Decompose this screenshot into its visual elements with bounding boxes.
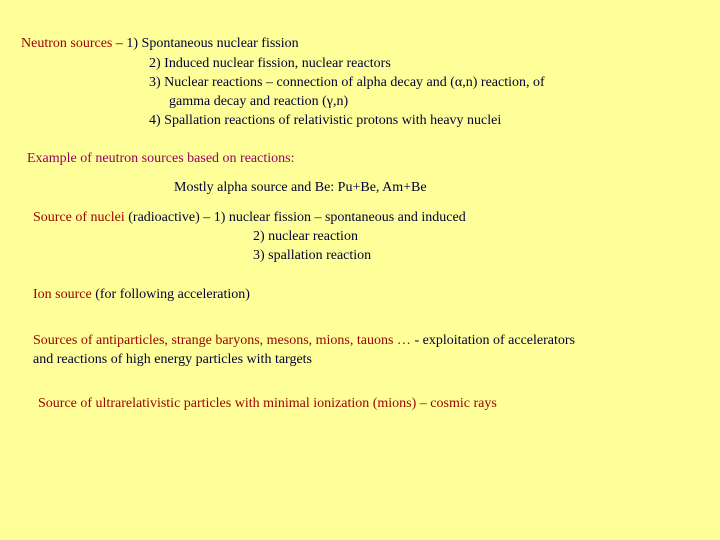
nuclei-item-3: 3) spallation reaction — [253, 248, 372, 263]
ion-source-heading: Ion source — [33, 287, 92, 302]
neutron-sources-line-1: Neutron sources – 1) Spontaneous nuclear fission — [21, 36, 299, 51]
cosmic-rays-line: Source of ultrarelativistic particles with minimal ionization (mions) – cosmic rays — [38, 396, 497, 411]
neutron-item-3-cont: gamma decay and reaction (γ,n) — [169, 94, 349, 109]
example-detail: Mostly alpha source and Be: Pu+Be, Am+Be — [174, 180, 427, 195]
neutron-item-2: 2) Induced nuclear fission, nuclear reactors — [149, 56, 391, 71]
nuclei-line-1: Source of nuclei (radioactive) – 1) nuclear fission – spontaneous and induced — [33, 210, 466, 225]
example-heading: Example of neutron sources based on reactions: — [27, 151, 295, 166]
neutron-sources-heading: Neutron sources — [21, 36, 113, 51]
antiparticles-line-2: and reactions of high energy particles with targets — [33, 352, 313, 367]
ion-source-line: Ion source (for following acceleration) — [33, 287, 250, 302]
neutron-item-3: 3) Nuclear reactions – connection of alpha decay and (α,n) reaction, of — [149, 75, 545, 90]
nuclei-heading: Source of nuclei — [33, 210, 125, 225]
neutron-item-4: 4) Spallation reactions of relativistic protons with heavy nuclei — [149, 113, 502, 128]
neutron-item-1: 1) Spontaneous nuclear fission — [126, 36, 299, 51]
nuclei-item-2: 2) nuclear reaction — [253, 229, 358, 244]
antiparticles-line-1: Sources of antiparticles, strange baryons, mesons, mions, tauons … - exploitation of accelerators — [33, 333, 575, 348]
antiparticles-heading: Sources of antiparticles, strange baryons, mesons, mions, tauons … — [33, 333, 411, 348]
